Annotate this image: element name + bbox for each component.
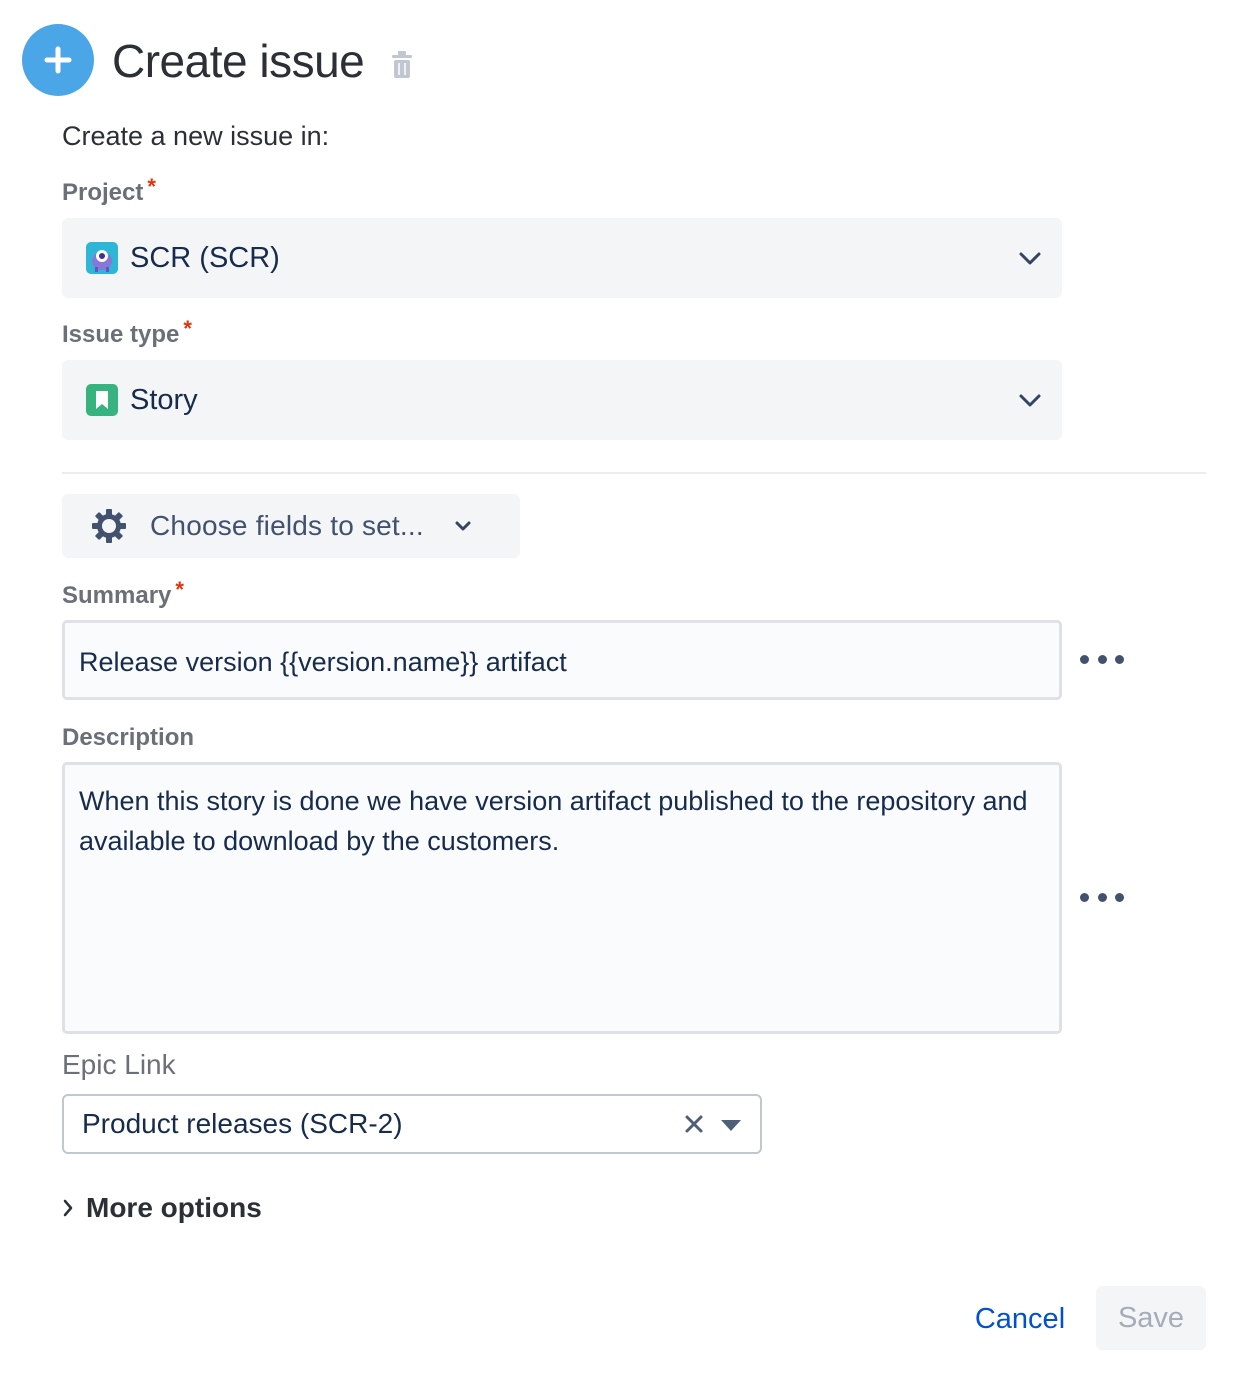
intro-text: Create a new issue in: [62,121,330,151]
summary-input[interactable] [62,620,1062,700]
project-select[interactable] [62,218,1062,298]
gear-icon [90,507,128,545]
required-mark: * [147,174,156,199]
page-title: Create issue [112,35,365,87]
project-label [62,174,156,208]
required-mark: * [175,577,184,602]
description-value: When this story is done we have version artifact published to the repository and available to download by the customers. [79,786,1028,856]
caret-down-icon[interactable] [720,1118,742,1132]
epic-link-label: Epic Link [62,1049,176,1080]
project-value: SCR (SCR) [130,241,280,274]
summary-label-text: Summary [62,582,172,609]
cancel-button[interactable]: Cancel [974,1302,1066,1335]
epic-link-value: Product releases (SCR-2) [82,1108,403,1139]
divider [62,472,1206,474]
more-options-label: More options [86,1192,262,1223]
required-mark: * [183,316,192,341]
project-label-text: Project [62,179,144,206]
chevron-right-icon [60,1197,76,1219]
epic-link-select[interactable] [62,1094,762,1154]
plus-icon [22,24,94,96]
issue-type-value: Story [130,383,198,416]
project-avatar-icon [86,242,118,274]
choose-fields-label: Choose fields to set... [150,510,424,541]
save-button[interactable]: Save [1096,1286,1206,1350]
more-options-toggle[interactable] [60,1192,262,1224]
issue-type-select[interactable] [62,360,1062,440]
more-icon[interactable] [1080,653,1124,665]
description-textarea[interactable] [62,762,1062,1034]
chevron-down-icon [452,515,474,537]
clear-icon[interactable] [684,1114,704,1134]
trash-icon[interactable] [390,50,414,80]
description-label: Description [62,724,195,751]
issue-type-label [62,316,192,350]
summary-label [62,577,184,611]
chevron-down-icon [1016,386,1044,414]
issue-type-label-text: Issue type [62,321,180,348]
chevron-down-icon [1016,244,1044,272]
story-icon [86,384,118,416]
more-icon[interactable] [1080,891,1124,903]
summary-value: Release version {{version.name}} artifact [79,647,567,677]
choose-fields-button[interactable] [62,494,520,558]
